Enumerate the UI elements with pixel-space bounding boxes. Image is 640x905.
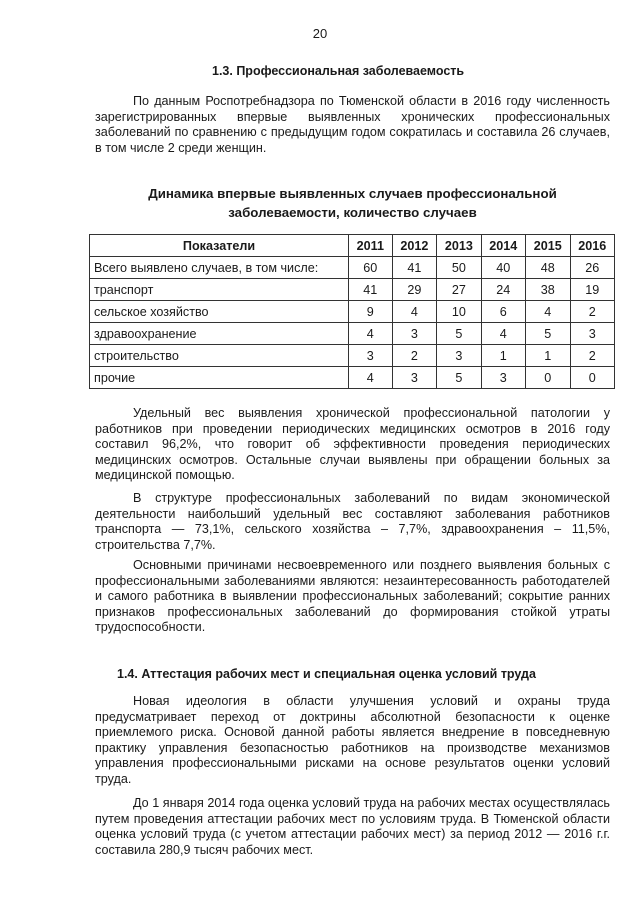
row-label: прочие [90,367,349,389]
table-cell: 19 [570,279,615,301]
table-cell: 10 [437,301,481,323]
table-row [90,301,615,323]
table-header-row [90,235,615,257]
header-year: 2012 [392,235,436,257]
table-cell: 41 [349,279,393,301]
table-cell: 3 [349,345,393,367]
occupational-disease-table [89,234,615,389]
table-cell: 1 [481,345,525,367]
page-number: 20 [312,26,328,41]
row-label: транспорт [90,279,349,301]
table-row [90,257,615,279]
table-row [90,279,615,301]
table-cell: 4 [392,301,436,323]
table-cell: 3 [392,367,436,389]
table-cell: 0 [526,367,570,389]
row-label: сельское хозяйство [90,301,349,323]
table-cell: 24 [481,279,525,301]
table-cell: 60 [349,257,393,279]
table-cell: 3 [481,367,525,389]
table-cell: 40 [481,257,525,279]
table-cell: 5 [526,323,570,345]
row-label: строительство [90,345,349,367]
table-cell: 5 [437,367,481,389]
table-cell: 2 [570,345,615,367]
table-cell: 4 [349,323,393,345]
table-row [90,323,615,345]
table-cell: 27 [437,279,481,301]
intro-paragraph: По данным Роспотребнадзора по Тюменской области в 2016 году численность зарегистрированных впервые выявленных хронических профессиональных заболеваний по сравнению с предыдущим годом сократилась и составила 26 случаев, в том числе 2 среди женщин. [95,94,610,155]
paragraph-workplace-attestation: До 1 января 2014 года оценка условий труда на рабочих местах осуществлялась путем проведения аттестации рабочих мест по условиям труда. В Тюменской области оценка условий труда (с учетом аттестации рабочих мест) за период 2012 — 2016 г.г. составила 280,9 тысяч рабочих мест. [95,796,610,857]
table-cell: 38 [526,279,570,301]
paragraph-detection-share: Удельный вес выявления хронической профессиональной патологии у работников при проведении периодических медицинских осмотров в 2016 году составил 96,2%, что говорит об эффективности проведения периодических медицинских осмотров. Остальные случаи выявлены при обращении больных за медицинской помощью. [95,406,610,483]
header-year: 2014 [481,235,525,257]
table-cell: 26 [570,257,615,279]
paragraph-structure: В структуре профессиональных заболеваний по видам экономической деятельности наибольший удельный вес составляют заболевания работников транспорта — 73,1%, сельского хозяйства – 7,7%, здравоохранения – 11,5%, строительства 7,7%. [95,491,610,552]
table-cell: 48 [526,257,570,279]
header-indicators: Показатели [90,235,349,257]
paragraph-new-ideology: Новая идеология в области улучшения условий и охраны труда предусматривает переход от доктрины абсолютной безопасности к оценке приемлемого риска. Основой данной работы является внедрение в повседневную практику управления безопасностью работников на производстве механизмов управления профессиональными рисками на основе результатов оценки условий труда. [95,694,610,786]
section-title-1-4: 1.4. Аттестация рабочих мест и специальная оценка условий труда [117,667,536,681]
table-cell: 3 [392,323,436,345]
table-cell: 5 [437,323,481,345]
table-cell: 3 [570,323,615,345]
table-title: Динамика впервые выявленных случаев профессиональной заболеваемости, количество случаев [148,186,557,220]
header-year: 2011 [349,235,393,257]
header-year: 2013 [437,235,481,257]
table-cell: 4 [526,301,570,323]
table-cell: 9 [349,301,393,323]
table-cell: 0 [570,367,615,389]
paragraph-causes: Основными причинами несвоевременного или позднего выявления больных с профессиональными заболеваниями являются: незаинтересованность работодателей и самого работника в выявлении профессиональных заболеваний; сокрытие ранних признаков профессиональных заболеваний до формирования стойкой утраты трудоспособности. [95,558,610,635]
table-cell: 41 [392,257,436,279]
header-year: 2016 [570,235,615,257]
table-cell: 29 [392,279,436,301]
table-cell: 1 [526,345,570,367]
header-year: 2015 [526,235,570,257]
table-row [90,367,615,389]
table-cell: 4 [349,367,393,389]
table-cell: 3 [437,345,481,367]
table-cell: 50 [437,257,481,279]
table-cell: 2 [570,301,615,323]
table-cell: 4 [481,323,525,345]
table-cell: 6 [481,301,525,323]
section-title-1-3: 1.3. Профессиональная заболеваемость [212,64,465,78]
row-label: Всего выявлено случаев, в том числе: [90,257,349,279]
table-cell: 2 [392,345,436,367]
row-label: здравоохранение [90,323,349,345]
table-row [90,345,615,367]
